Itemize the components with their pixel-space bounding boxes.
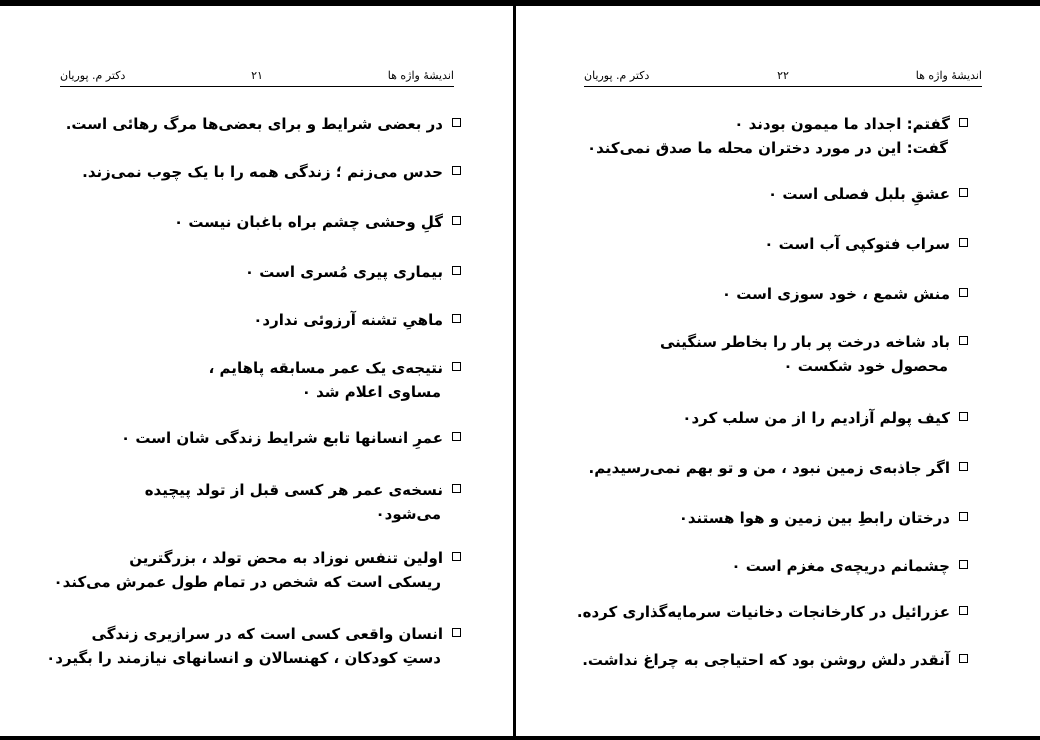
bullet-square-icon <box>959 654 968 663</box>
bullet-square-icon <box>959 188 968 197</box>
aphorism-entry: ماهیِ تشنه آرزوئی ندارد۰ <box>253 308 461 332</box>
aphorism-entry: حدس می‌زنم ؛ زندگی همه را با یک چوب نمی‌زند. <box>82 160 461 184</box>
aphorism-entry: سراب فتوکپی آب است ۰ <box>764 232 968 256</box>
right-running-head <box>584 66 982 87</box>
bullet-square-icon <box>452 118 461 127</box>
left-running-head <box>60 66 454 87</box>
bullet-square-icon <box>959 606 968 615</box>
bullet-square-icon <box>452 362 461 371</box>
aphorism-entry: آنقدر دلش روشن بود که احتیاجی به چراغ نداشت. <box>582 648 968 672</box>
bullet-square-icon <box>959 118 968 127</box>
aphorism-entry: عزرائیل در کارخانجات دخانیات سرمایه‌گذاری کرده. <box>577 600 968 624</box>
aphorism-entry: اولین تنفس نوزاد به محض تولد ، بزرگترین ریسکی است که شخص در تمام طول عمرش می‌کند۰ <box>54 546 461 594</box>
book-title: اندیشهٔ واژه ها <box>387 69 454 82</box>
bullet-square-icon <box>452 628 461 637</box>
page-number: ۲۲ <box>777 69 789 82</box>
aphorism-entry: نتیجه‌ی یک عمر مسابقه پاهایم ، مساوی اعلام شد ۰ <box>209 356 461 404</box>
aphorism-entry: انسان واقعی کسی است که در سرازیری زندگی دستِ کودکان ، کهنسالان و انسانهای نیازمند را بگیرد۰ <box>46 622 461 670</box>
aphorism-entry: گلِ وحشی چشم براه باغبان نیست ۰ <box>174 210 461 234</box>
page-number: ۲۱ <box>251 69 263 82</box>
bullet-square-icon <box>452 216 461 225</box>
left-page <box>0 0 513 740</box>
author-name: دکتر م. پوریان <box>584 69 650 82</box>
bullet-square-icon <box>959 512 968 521</box>
aphorism-entry: بیماری پیری مُسری است ۰ <box>245 260 461 284</box>
bullet-square-icon <box>959 560 968 569</box>
bullet-square-icon <box>959 238 968 247</box>
aphorism-entry: کیف پولم آزادیم را از من سلب کرد۰ <box>682 406 968 430</box>
bullet-square-icon <box>959 288 968 297</box>
bullet-square-icon <box>959 412 968 421</box>
bullet-square-icon <box>452 266 461 275</box>
right-page <box>516 0 1040 740</box>
aphorism-entry: در بعضی شرایط و برای بعضی‌ها مرگ رهائی است. <box>66 112 461 136</box>
bullet-square-icon <box>452 484 461 493</box>
aphorism-entry: منش شمع ، خود سوزی است ۰ <box>722 282 968 306</box>
bullet-square-icon <box>452 314 461 323</box>
aphorism-entry: اگر جاذبه‌ی زمین نبود ، من و تو بهم نمی‌رسیدیم. <box>589 456 969 480</box>
bullet-square-icon <box>452 166 461 175</box>
aphorism-entry: عمرِ انسانها تابع شرایط زندگی شان است ۰ <box>121 426 461 450</box>
bullet-square-icon <box>959 462 968 471</box>
bullet-square-icon <box>959 336 968 345</box>
aphorism-entry: درختان رابطِ بین زمین و هوا هستند۰ <box>679 506 968 530</box>
aphorism-entry: گفتم: اجداد ما میمون بودند ۰ گفت: این در مورد دختران محله ما صدق نمی‌کند۰ <box>587 112 968 160</box>
book-title: اندیشهٔ واژه ها <box>915 69 982 82</box>
aphorism-entry: چشمانم دریچه‌ی مغزم است ۰ <box>731 554 968 578</box>
aphorism-entry: نسخه‌ی عمر هر کسی قبل از تولد پیچیده می‌شود۰ <box>145 478 461 526</box>
aphorism-entry: عشقِ بلبل فصلی است ۰ <box>768 182 968 206</box>
bullet-square-icon <box>452 552 461 561</box>
author-name: دکتر م. پوریان <box>60 69 126 82</box>
bullet-square-icon <box>452 432 461 441</box>
aphorism-entry: باد شاخه درخت پر بار را بخاطر سنگینی محصول خود شکست ۰ <box>660 330 968 378</box>
